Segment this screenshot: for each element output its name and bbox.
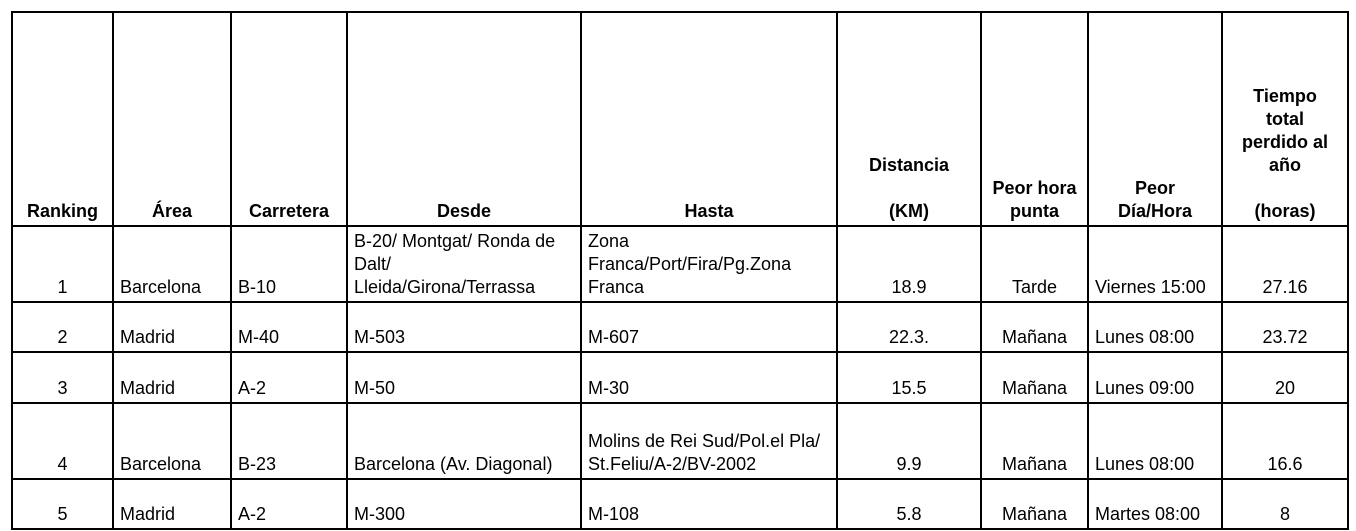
header-hasta: Hasta [581, 12, 837, 226]
cell-ranking: 5 [12, 479, 113, 529]
cell-area: Madrid [113, 479, 231, 529]
table-row [12, 226, 1348, 302]
cell-peor-dia-hora: Lunes 08:00 [1088, 302, 1222, 352]
header-distancia [837, 12, 981, 226]
header-distancia-unit: (KM) [889, 201, 929, 221]
cell-tiempo: 20 [1222, 352, 1348, 403]
cell-area: Barcelona [113, 403, 231, 479]
table-row [12, 302, 1348, 352]
cell-tiempo: 23.72 [1222, 302, 1348, 352]
cell-peor-dia-hora: Lunes 09:00 [1088, 352, 1222, 403]
cell-tiempo: 16.6 [1222, 403, 1348, 479]
cell-carretera: B-23 [231, 403, 347, 479]
header-tiempo-unit: (horas) [1254, 201, 1316, 221]
header-distancia-label: Distancia [868, 155, 950, 175]
cell-distancia: 15.5 [837, 352, 981, 403]
cell-tiempo: 8 [1222, 479, 1348, 529]
cell-hasta: M-607 [581, 302, 837, 352]
header-peor-hora-punta: Peor hora punta [981, 12, 1088, 226]
cell-hasta: Zona Franca/Port/Fira/Pg.Zona Franca [581, 226, 837, 302]
cell-peor-dia-hora: Viernes 15:00 [1088, 226, 1222, 302]
cell-peor-hora-punta: Mañana [981, 352, 1088, 403]
cell-carretera: A-2 [231, 479, 347, 529]
header-desde: Desde [347, 12, 581, 226]
cell-peor-hora-punta: Mañana [981, 403, 1088, 479]
cell-hasta: Molins de Rei Sud/Pol.el Pla/ St.Feliu/A-2/BV-2002 [581, 403, 837, 479]
cell-area: Madrid [113, 352, 231, 403]
header-row [12, 12, 1348, 226]
cell-desde: M-503 [347, 302, 581, 352]
header-tiempo [1222, 12, 1348, 226]
traffic-ranking-table [11, 11, 1349, 530]
header-carretera: Carretera [231, 12, 347, 226]
cell-area: Madrid [113, 302, 231, 352]
cell-distancia: 9.9 [837, 403, 981, 479]
cell-ranking: 4 [12, 403, 113, 479]
header-tiempo-label: Tiempo total perdido al año [1241, 86, 1328, 175]
cell-peor-hora-punta: Mañana [981, 479, 1088, 529]
cell-desde: B-20/ Montgat/ Ronda de Dalt/ Lleida/Girona/Terrassa [347, 226, 581, 302]
cell-ranking: 3 [12, 352, 113, 403]
cell-hasta: M-108 [581, 479, 837, 529]
cell-peor-hora-punta: Mañana [981, 302, 1088, 352]
cell-peor-dia-hora: Martes 08:00 [1088, 479, 1222, 529]
cell-ranking: 2 [12, 302, 113, 352]
cell-carretera: M-40 [231, 302, 347, 352]
header-ranking: Ranking [12, 12, 113, 226]
cell-carretera: A-2 [231, 352, 347, 403]
cell-peor-dia-hora: Lunes 08:00 [1088, 403, 1222, 479]
cell-carretera: B-10 [231, 226, 347, 302]
cell-distancia: 22.3. [837, 302, 981, 352]
header-peor-dia-hora: Peor Día/Hora [1088, 12, 1222, 226]
cell-desde: Barcelona (Av. Diagonal) [347, 403, 581, 479]
cell-peor-hora-punta: Tarde [981, 226, 1088, 302]
table-row [12, 403, 1348, 479]
cell-hasta: M-30 [581, 352, 837, 403]
cell-ranking: 1 [12, 226, 113, 302]
cell-distancia: 5.8 [837, 479, 981, 529]
cell-desde: M-300 [347, 479, 581, 529]
cell-distancia: 18.9 [837, 226, 981, 302]
cell-tiempo: 27.16 [1222, 226, 1348, 302]
cell-area: Barcelona [113, 226, 231, 302]
table-row [12, 352, 1348, 403]
header-area: Área [113, 12, 231, 226]
cell-desde: M-50 [347, 352, 581, 403]
table-row [12, 479, 1348, 529]
